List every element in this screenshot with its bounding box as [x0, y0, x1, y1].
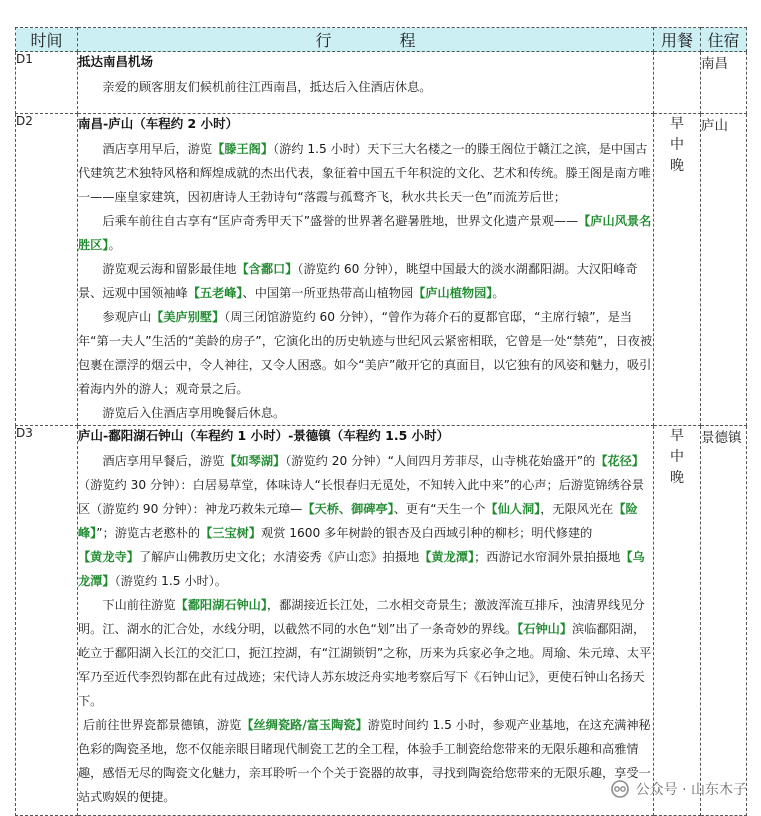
day-itinerary [78, 52, 654, 114]
watermark [610, 779, 747, 799]
attraction-name: 【石钟山】 [517, 622, 573, 636]
paragraph-text: （游约 1.5 小时）天下三大名楼之一的滕王阁位于赣江之滨，是中国古代建筑艺术独特风格和辉煌成就的杰出代表，象征着中国五千年积淀的文化、艺术和传统。滕王阁是南方唯一——座皇家建筑，因初唐诗人王勃诗句“落霞与孤鹜齐飞，秋水共长天一色”而流芳后世； [78, 142, 651, 204]
paragraph-text: 参观庐山 [102, 310, 152, 324]
meals-cell [654, 426, 701, 816]
paragraph-text: 下山前往游览 [102, 598, 176, 612]
attraction-name: 【丝绸瓷路/富玉陶瓷】 [241, 718, 368, 732]
paragraph-text: 、中国第一所亚热带高山植物园 [242, 286, 414, 300]
attraction-name: 【险峰】 [78, 502, 638, 540]
attraction-name: 【仙人洞】 [485, 502, 541, 516]
paragraph-text: （周三闭馆游览约 60 分钟），“曾作为蒋介石的夏都官邸，“主席行辕”，是当年“第一夫人”生活的“美龄的房子”，它演化出的历史轨迹与世纪风云紧密相联，它曾是一处“禁苑”，日夜被包裹在漂浮的烟云中，令人神往，又令人困惑。如今“美庐”敞开它的真面目，以它独有的风姿和魅力，吸引着海内外的游人；观奇景之后。 [78, 310, 653, 396]
attraction-name: 【黄龙潭】 [419, 550, 475, 564]
attraction-name: 【三宝树】 [200, 526, 262, 540]
attraction-name: 【庐山植物园】 [413, 286, 493, 300]
paragraph-text: 滨临鄱阳湖，屹立于鄱阳湖入长江的交汇口，扼江控湖，有“江湖锁钥”之称，历来为兵家必争之地。周瑜、朱元璋、太平军乃至近代李烈钧都在此有过战迹；宋代诗人苏东坡泛舟实地考察后写下《石钟山记》，更使石钟山名扬天下。 [78, 622, 652, 708]
attraction-name: 【美庐别墅】 [151, 310, 225, 324]
paragraph-text: 游览时间约 1.5 小时，参观产业基地，在这充满神秘色彩的陶瓷圣地，您不仅能亲眼目睹现代制瓷工艺的全工程，体验手工制瓷给您带来的无限乐趣和高雅情趣，感悟无尽的陶瓷文化魅力，亲耳聆听一个个关于瓷器的故事，寻找到陶瓷给您带来的无限乐趣，享受一站式购娱的便捷。 [78, 718, 651, 804]
paragraph-text: ”；游览古老憨朴的 [96, 526, 201, 540]
itinerary-table [15, 27, 747, 816]
attraction-name: 【黄龙寺】 [78, 550, 139, 564]
paragraph-text: 亲爱的顾客朋友们候机前往江西南昌，抵达后入住酒店休息。 [102, 80, 432, 94]
day-paragraph [78, 209, 653, 257]
header-meals: 用餐 [654, 28, 701, 52]
day-row [16, 114, 747, 426]
stay-location: 景德镇 [701, 426, 747, 816]
paragraph-text: （游览约 20 分钟）“人间四月芳菲尽，山寺桃花始盛开”的 [285, 454, 596, 468]
paragraph-text: （游览约 30 分钟）：白居易草堂，体味诗人“长恨春归无觅处，不知转入此中来”的心声；后游览锦绣谷景区（游览约 90 分钟）：神龙巧救朱元璋— [78, 478, 645, 516]
day-paragraph [78, 75, 653, 99]
day-paragraph [78, 449, 653, 593]
paragraph-text: 、更有“天生一个 [393, 502, 486, 516]
paragraph-text: 观赏 1600 多年树龄的银杏及白西域引种的柳杉；明代修建的 [261, 526, 593, 540]
attraction-name: 【花径】 [595, 454, 645, 468]
paragraph-text: ；西游记水帘洞外景拍摄地 [474, 550, 621, 564]
paragraph-text: 。 [108, 238, 121, 252]
meals-cell [654, 52, 701, 114]
meals-text: 早中晚 [670, 116, 684, 174]
day-paragraph [78, 257, 653, 305]
day-row [16, 426, 747, 816]
day-itinerary [78, 114, 654, 426]
table-header-row [16, 28, 747, 52]
attraction-name: 【滕王阁】 [212, 142, 274, 156]
wechat-official-account-icon [610, 780, 630, 798]
header-stay: 住宿 [701, 28, 747, 52]
day-paragraph [78, 137, 653, 209]
paragraph-text: 了解庐山佛教历史文化；水清姿秀《庐山恋》拍摄地 [138, 550, 420, 564]
day-title: 抵达南昌机场 [78, 54, 154, 69]
paragraph-text: 酒店享用早餐后，游览 [102, 454, 225, 468]
attraction-name: 【含鄱口】 [236, 262, 298, 276]
attraction-name: 【庐山风景名胜区】 [78, 214, 652, 252]
stay-location: 庐山 [701, 114, 747, 426]
day-paragraph [78, 305, 653, 401]
paragraph-text: 游览后入住酒店享用晚餐后休息。 [102, 406, 286, 420]
meals-cell [654, 114, 701, 426]
attraction-name: 【如琴湖】 [224, 454, 286, 468]
paragraph-text: （游览约 60 分钟），眺望中国最大的淡水湖鄱阳湖。大汉阳峰奇景、远观中国领袖峰 [78, 262, 638, 300]
attraction-name: 【五老峰】 [187, 286, 243, 300]
paragraph-text: （游览约 1.5 小时）。 [114, 574, 227, 588]
paragraph-text: 游览观云海和留影最佳地 [102, 262, 237, 276]
stay-location: 南昌 [701, 52, 747, 114]
day-label: D1 [16, 52, 78, 114]
day-label: D2 [16, 114, 78, 426]
header-itinerary: 行程 [78, 28, 654, 52]
paragraph-text: ，鄱湖接近长江处，二水相交奇景生；激波浑流互排斥，浊清界线见分明。江、湖水的汇合处，水线分明，以截然不同的水色“划”出了一条奇妙的界线。 [78, 598, 645, 636]
paragraph-text: 后前往世界瓷都景德镇，游览 [82, 718, 242, 732]
day-paragraph [78, 401, 653, 425]
paragraph-text: 酒店享用早后，游览 [102, 142, 213, 156]
meals-text: 早中晚 [670, 428, 684, 486]
day-paragraph [78, 713, 653, 809]
attraction-name: 【鄱阳湖石钟山】 [175, 598, 267, 612]
day-title: 庐山-鄱阳湖石钟山（车程约 1 小时）-景德镇（车程约 1.5 小时） [78, 428, 450, 443]
attraction-name: 【天桥、御碑亭】 [302, 502, 394, 516]
paragraph-text: 后乘车前往自古享有“匡庐奇秀甲天下”盛誉的世界著名避暑胜地，世界文化遗产景观—— [102, 214, 579, 228]
paragraph-text: 。 [492, 286, 505, 300]
day-label: D3 [16, 426, 78, 816]
day-paragraph [78, 593, 653, 713]
day-itinerary [78, 426, 654, 816]
paragraph-text: ，无限风光在 [540, 502, 614, 516]
day-row [16, 52, 747, 114]
header-day: 时间 [16, 28, 78, 52]
day-title: 南昌-庐山（车程约 2 小时） [78, 116, 239, 131]
attraction-name: 【乌龙潭】 [78, 550, 645, 588]
watermark-text: 公众号 · 山东木子 [635, 782, 747, 798]
